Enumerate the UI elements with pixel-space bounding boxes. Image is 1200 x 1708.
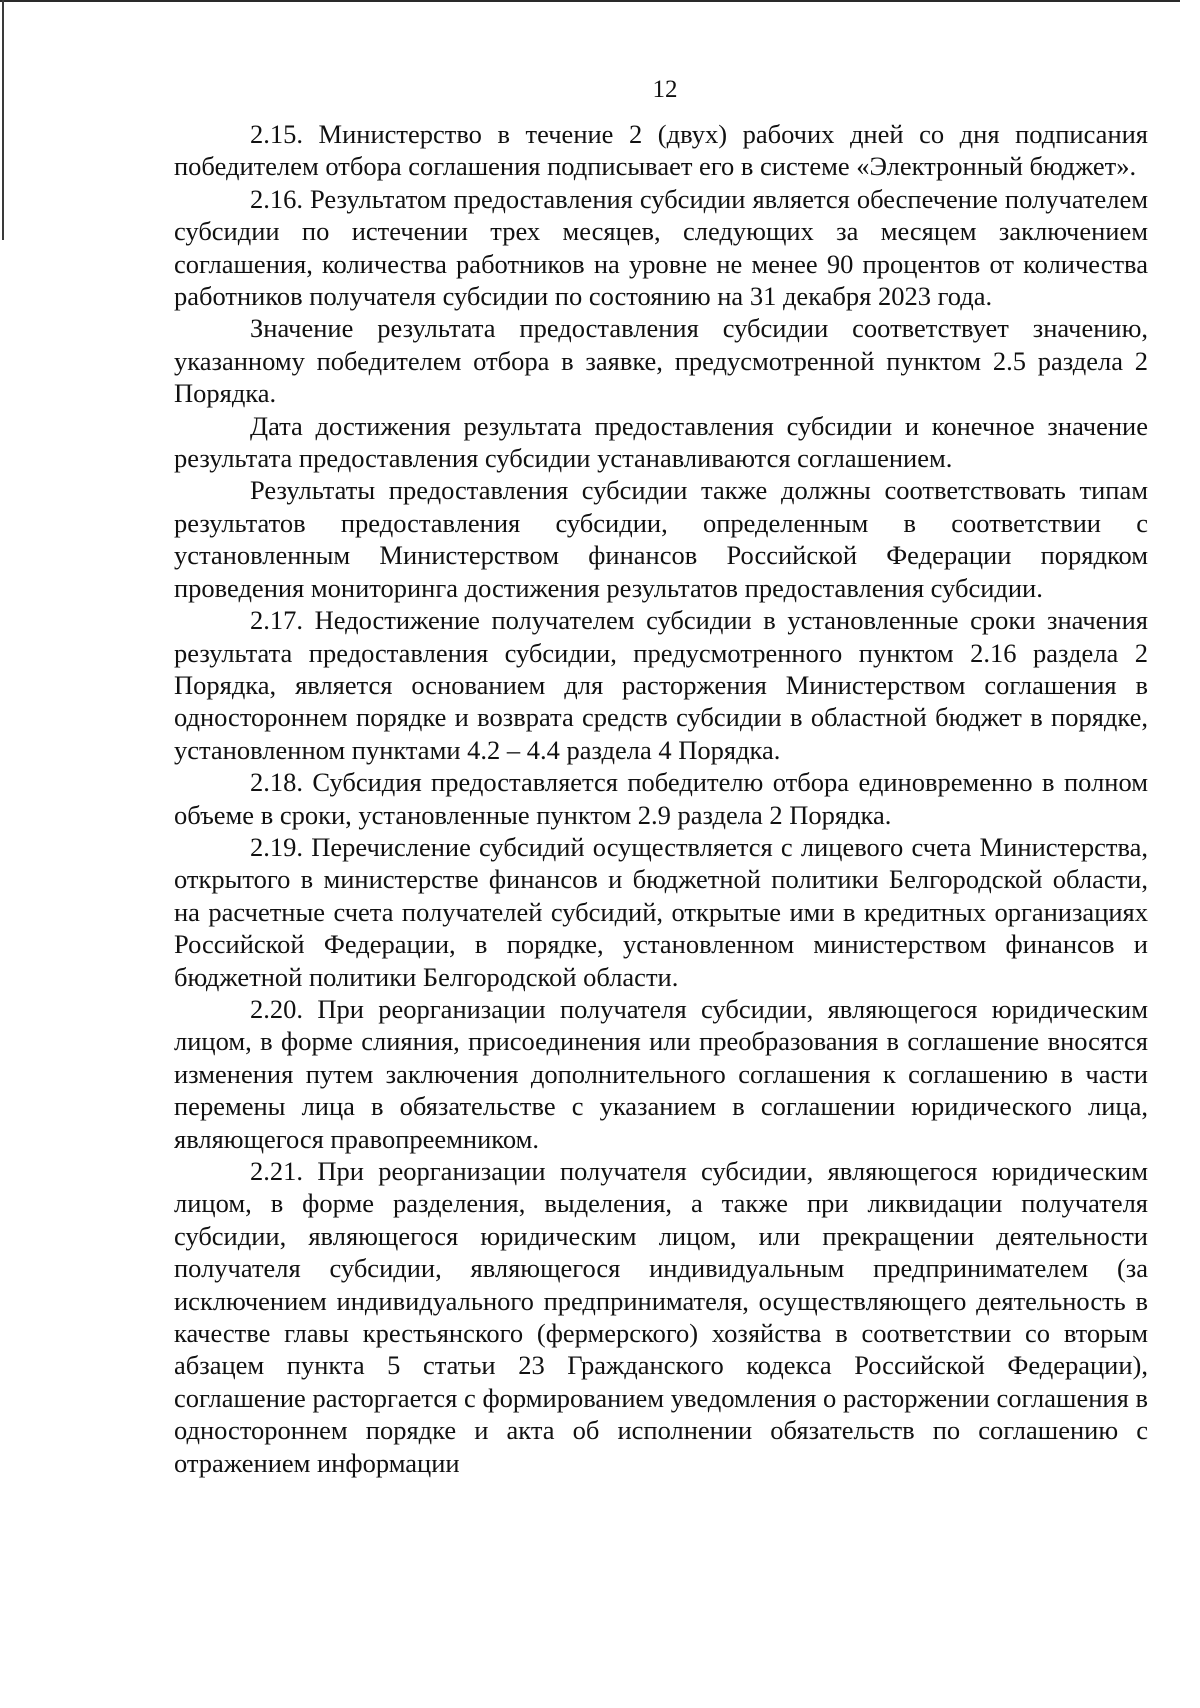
document-body [174, 118, 1148, 1479]
paragraph-2-20: 2.20. При реорганизации получателя субсидии, являющегося юридическим лицом, в форме слияния, присоединения или преобразования в соглашение вносятся изменения путем заключения дополнительного соглашения к соглашению в части перемены лица в обязательстве с указанием в соглашении юридического лица, являющегося правопреемником. [174, 993, 1148, 1154]
paragraph-2-21: 2.21. При реорганизации получателя субсидии, являющегося юридическим лицом, в форме разделения, выделения, а также при ликвидации получателя субсидии, являющегося юридическим лицом, или прекращении деятельности получателя субсидии, являющегося индивидуальным предпринимателем (за исключением индивидуального предпринимателя, осуществляющего деятельность в качестве главы крестьянского (фермерского) хозяйства в соответствии со вторым абзацем пункта 5 статьи 23 Гражданского кодекса Российской Федерации), соглашение расторгается с формированием уведомления о расторжении соглашения в одностороннем порядке и акта об исполнении обязательств по соглашению с отражением информации [174, 1156, 1148, 1478]
scan-edge-top [0, 0, 1180, 2]
paragraph-2-17: 2.17. Недостижение получателем субсидии в установленные сроки значения результата предоставления субсидии, предусмотренного пунктом 2.16 раздела 2 Порядка, является основанием для расторжения Министерством соглашения в одностороннем порядке и возврата средств субсидии в областной бюджет в порядке, установленном пунктами 4.2 – 4.4 раздела 4 Порядка. [174, 605, 1148, 765]
paragraph-2-16: 2.16. Результатом предоставления субсидии является обеспечение получателем субсидии по истечении трех месяцев, следующих за месяцем заключением соглашения, количества работников на уровне не менее 90 процентов от количества работников получателя субсидии по состоянию на 31 декабря 2023 года. [174, 183, 1148, 312]
paragraph-2-19: 2.19. Перечисление субсидий осуществляется с лицевого счета Министерства, открытого в министерстве финансов и бюджетной политики Белгородской области, на расчетные счета получателей субсидий, открытые ими в кредитных организациях Российской Федерации, в порядке, установленном министерством финансов и бюджетной политики Белгородской области. [174, 831, 1148, 992]
page-number: 12 [652, 76, 678, 103]
paragraph-result-types: Результаты предоставления субсидии также должны соответствовать типам результатов предоставления субсидии, определенным в соответствии с установленным Министерством финансов Российской Федерации порядком проведения мониторинга достижения результатов предоставления субсидии. [174, 475, 1148, 603]
scan-edge-left [2, 0, 4, 240]
paragraph-result-value: Значение результата предоставления субсидии соответствует значению, указанному победителем отбора в заявке, предусмотренной пунктом 2.5 раздела 2 Порядка. [174, 313, 1148, 409]
paragraph-2-18: 2.18. Субсидия предоставляется победителю отбора единовременно в полном объеме в сроки, установленные пунктом 2.9 раздела 2 Порядка. [174, 767, 1148, 830]
paragraph-result-date: Дата достижения результата предоставления субсидии и конечное значение результата предоставления субсидии устанавливаются соглашением. [174, 410, 1148, 474]
paragraph-2-15: 2.15. Министерство в течение 2 (двух) рабочих дней со дня подписания победителем отбора соглашения подписывает его в системе «Электронный бюджет». [174, 119, 1148, 182]
